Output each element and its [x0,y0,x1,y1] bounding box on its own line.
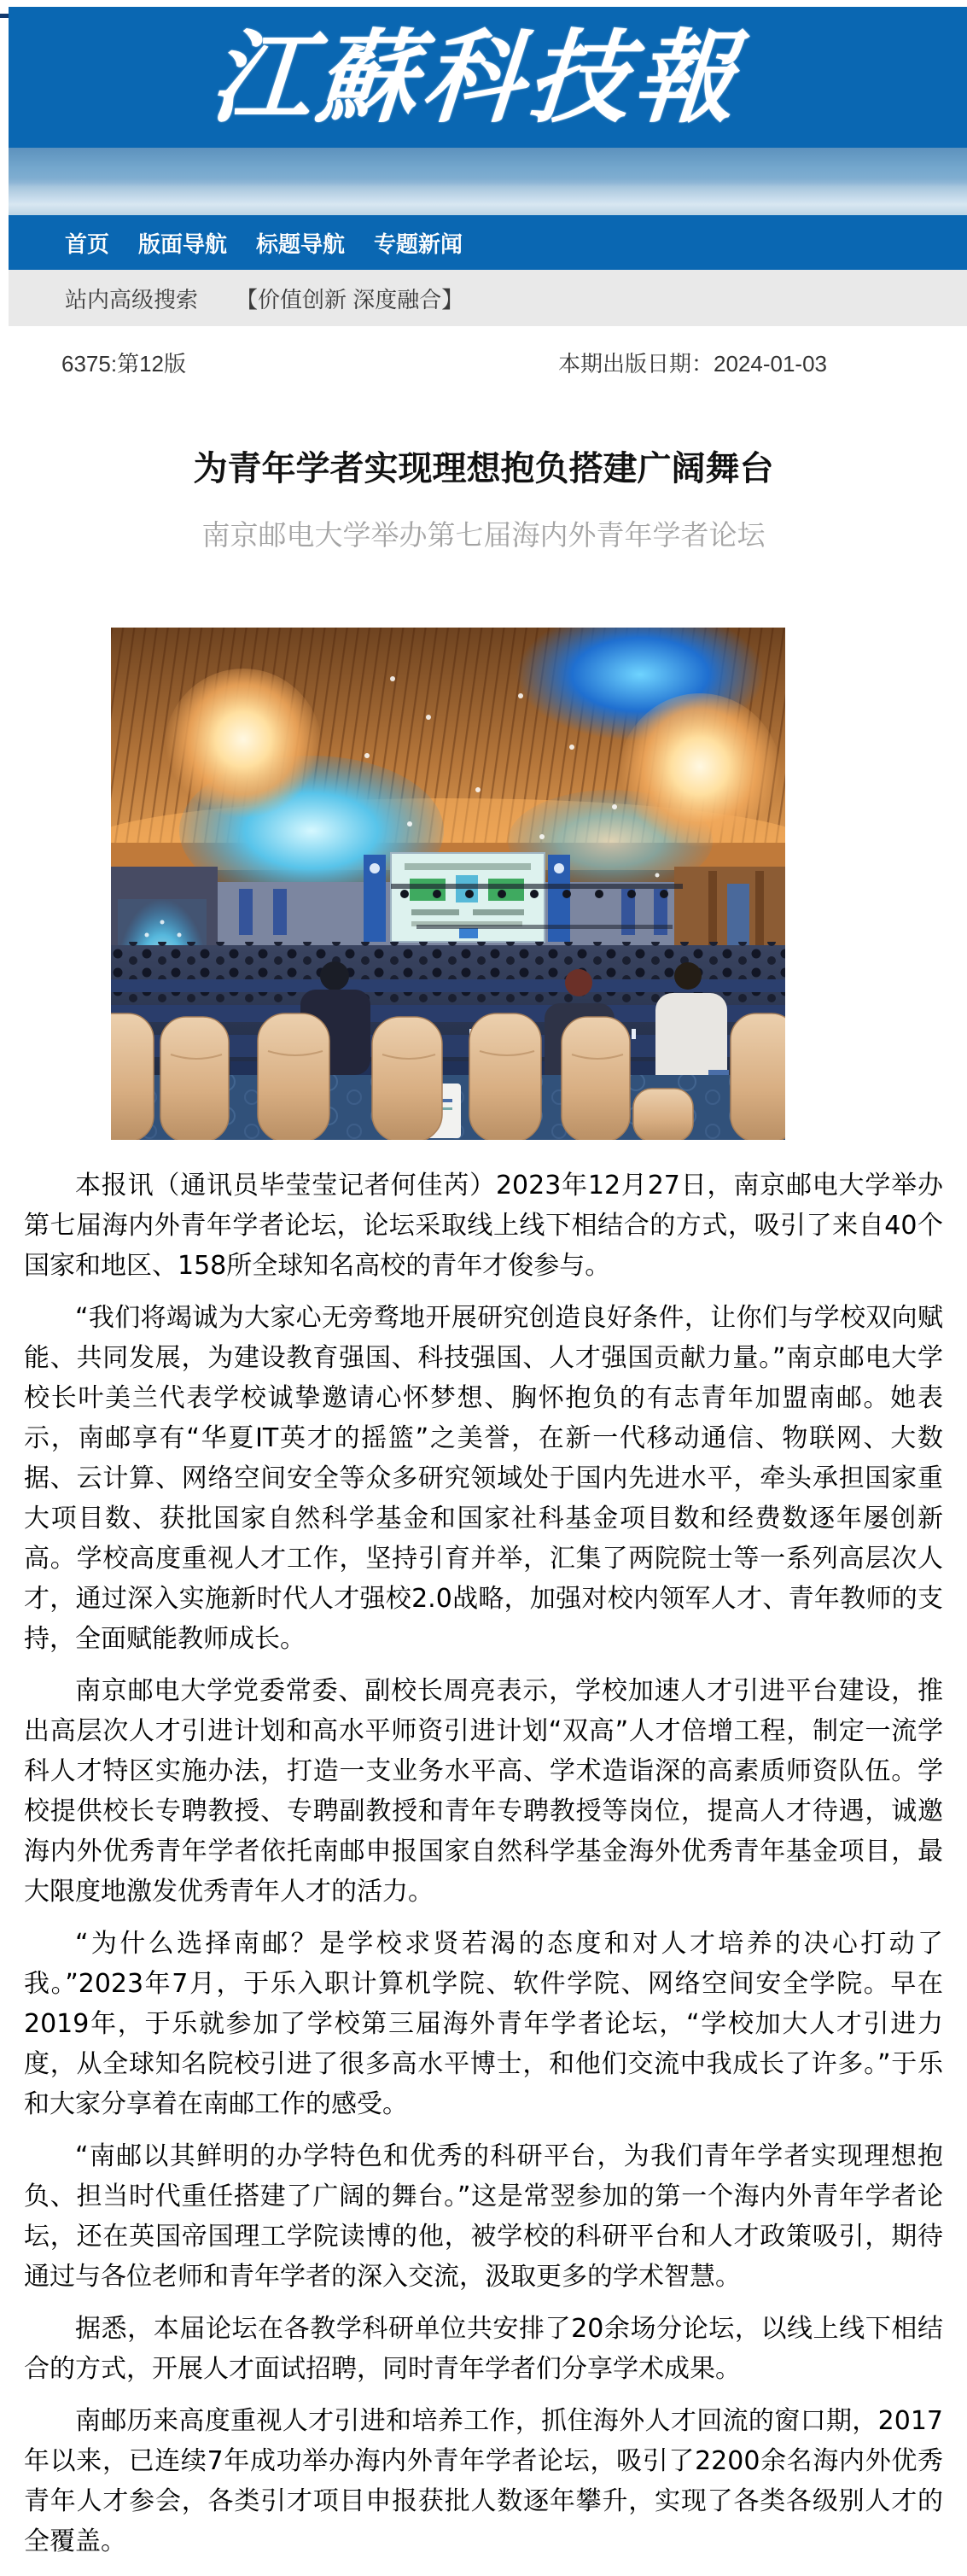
paragraph-2: “我们将竭诚为大家心无旁骛地开展研究创造良好条件，让你们与学校双向赋能、共同发展，为建设教育强国、科技强国、人才强国贡献力量。”南京邮电大学校长叶美兰代表学校诚挚邀请心怀梦想、胸怀抱负的有志青年加盟南邮。她表示，南邮享有“华夏IT英才的摇篮”之美誉，在新一代移动通信、物联网、大数据、云计算、网络空间安全等众多研究领域处于国内先进水平，牵头承担国家重大项目数、获批国家自然科学基金和国家社科基金项目数和经费数逐年屡创新高。学校高度重视人才工作，坚持引育并举，汇集了两院院士等一系列高层次人才，通过深入实施新时代人才强校2.0战略，加强对校内领军人才、青年教师的支持，全面赋能教师成长。 [24,1303,943,1654]
publish-date-label: 本期出版日期： [558,351,714,377]
paragraph-1: 本报讯（通讯员毕莹莹记者何佳芮）2023年12月27日，南京邮电大学举办第七届海内外青年学者论坛，论坛采取线上线下相结合的方式，吸引了来自40个国家和地区、158所全球知名高校的青年才俊参与。 [24,1171,943,1281]
nav-item-home[interactable]: 首页 [65,231,110,257]
masthead-stripe-band [9,148,967,215]
article-body [24,1165,943,2561]
nav-item-special-news[interactable]: 专题新闻 [374,231,463,257]
nav-item-page-nav[interactable]: 版面导航 [138,231,228,257]
publish-date-value: 2024-01-03 [714,351,828,377]
paragraph-5: “南邮以其鲜明的办学特色和优秀的科研平台，为我们青年学者实现理想抱负、担当时代重任搭建了广阔的舞台。”这是常翌参加的第一个海内外青年学者论坛，还在英国帝国理工学院读博的他，被学校的科研平台和人才政策吸引，期待通过与各位老师和青年学者的深入交流，汲取更多的学术智慧。 [24,2141,943,2292]
page [0,7,967,2561]
masthead-title[interactable]: 江蘇科技報 [207,17,745,137]
secondary-nav [9,270,967,326]
issue-info-row [0,347,967,377]
publish-date [558,347,827,378]
nav-item-title-nav[interactable]: 标题导航 [256,231,346,257]
conference-photo-art [111,628,785,1140]
advanced-search-link[interactable]: 站内高级搜索 [65,286,199,313]
paragraph-4: “为什么选择南邮？是学校求贤若渴的态度和对人才培养的决心打动了我。”2023年7月，于乐入职计算机学院、软件学院、网络空间安全学院。早在2019年，于乐就参加了学校第三届海外青年学者论坛，“学校加大人才引进力度，从全球知名院校引进了很多高水平博士，和他们交流中我成长了许多。”于乐和大家分享着在南邮工作的感受。 [24,1929,943,2119]
slogan-link[interactable]: 【价值创新 深度融合】 [236,286,464,313]
issue-number: 6375:第12版 [61,351,186,377]
paragraph-3: 南京邮电大学党委常委、副校长周亮表示，学校加速人才引进平台建设，推出高层次人才引进计划和高水平师资引进计划“双高”人才倍增工程，制定一流学科人才特区实施办法，打造一支业务水平高、学术造诣深的高素质师资队伍。学校提供校长专聘教授、专聘副教授和青年专聘教授等岗位，提高人才待遇，诚邀海内外优秀青年学者依托南邮申报国家自然科学基金海外优秀青年基金项目，最大限度地激发优秀青年人才的活力。 [24,1676,943,1907]
conference-photo [111,628,785,1140]
corner-accent [0,14,9,18]
primary-nav [9,215,967,270]
article-subtitle: 南京邮电大学举办第七届海内外青年学者论坛 [201,519,766,551]
paragraph-6: 据悉，本届论坛在各教学科研单位共安排了20余场分论坛，以线上线下相结合的方式，开展人才面试招聘，同时青年学者们分享学术成果。 [24,2314,943,2384]
masthead-banner [9,7,967,148]
paragraph-7: 南邮历来高度重视人才引进和培养工作，抓住海外人才回流的窗口期，2017年以来，已连续7年成功举办海内外青年学者论坛，吸引了2200余名海内外优秀青年人才参会，各类引才项目申报获批人数逐年攀升，实现了各类各级别人才的全覆盖。 [24,2406,943,2556]
article-title: 为青年学者实现理想抱负搭建广阔舞台 [193,449,774,488]
